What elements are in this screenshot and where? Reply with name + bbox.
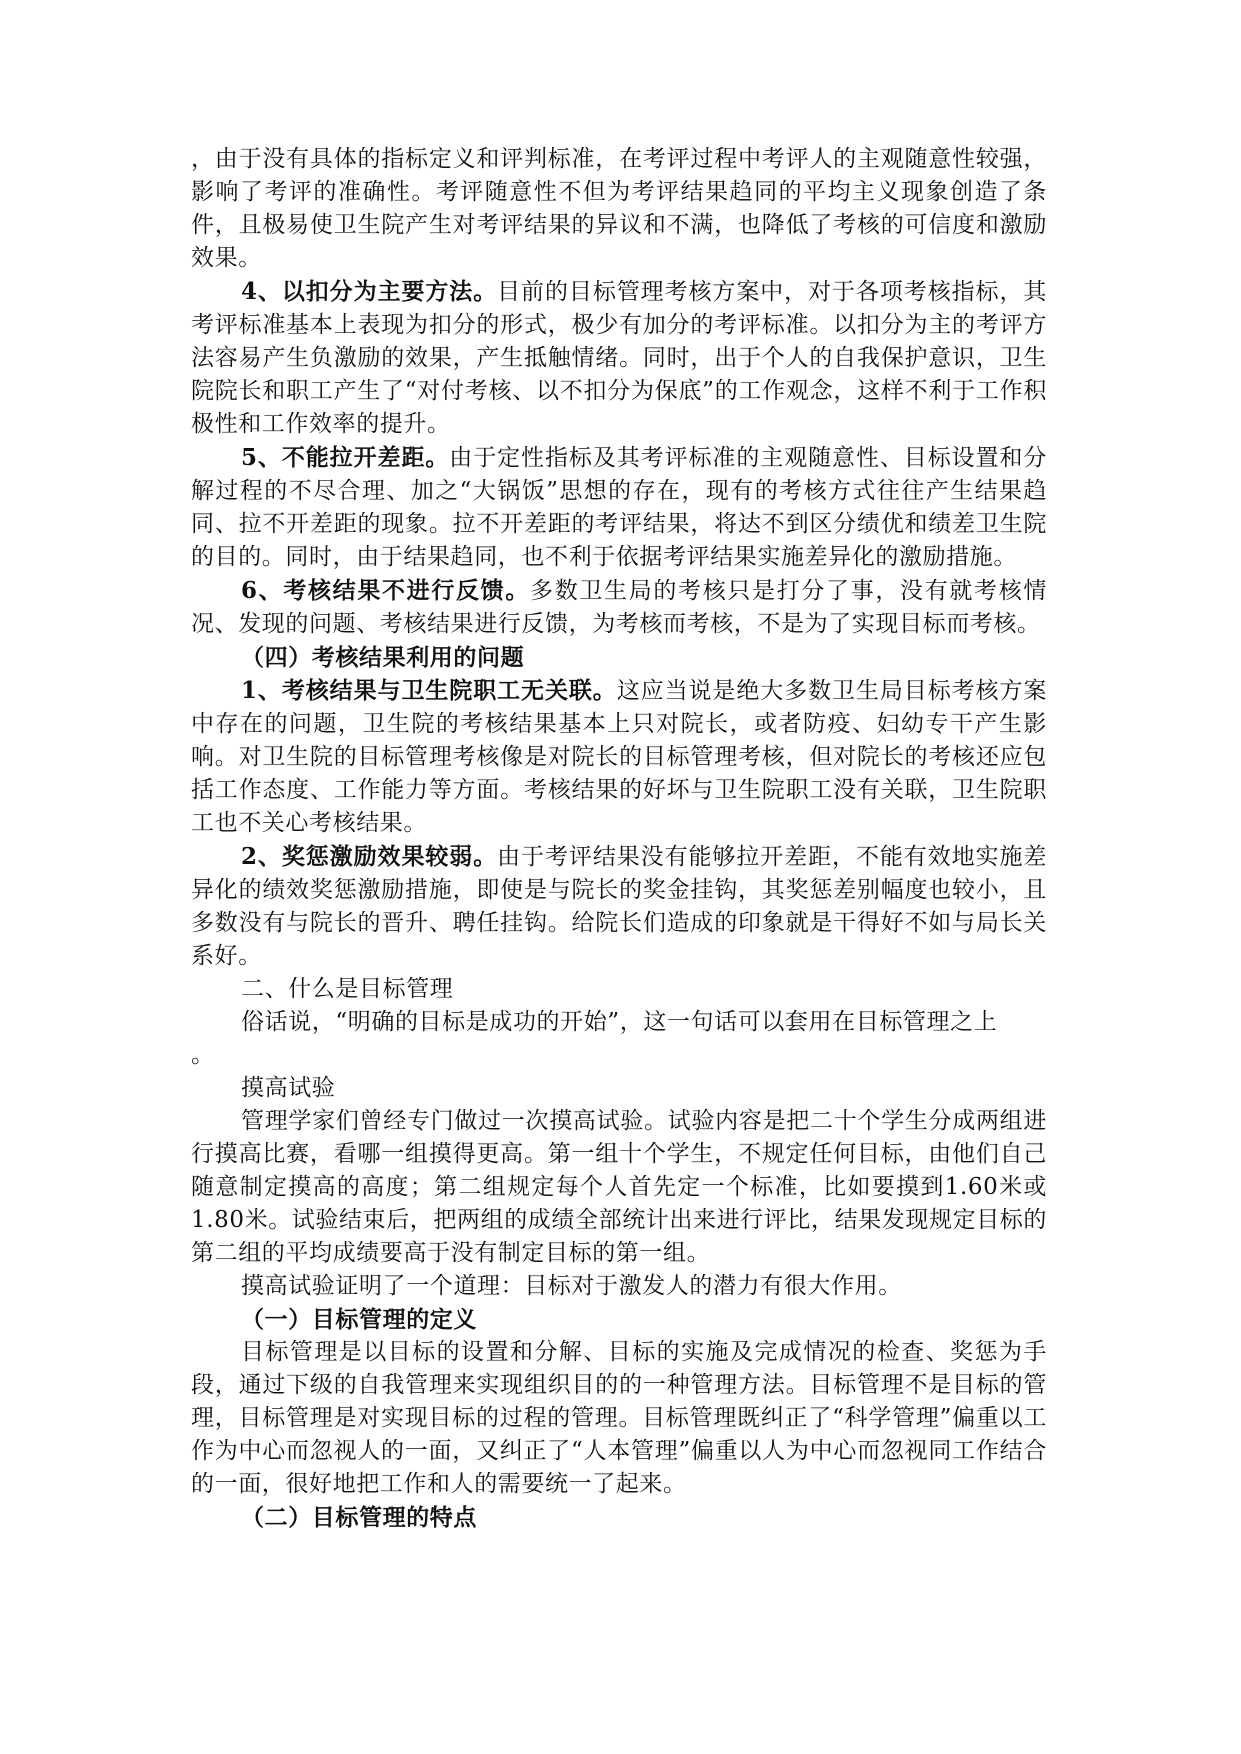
paragraph-text: 多数卫生局的考核只是打分了事，没有就考核情况、发现的问题、考核结果进行反馈，为考核而考核，不是为了实现目标而考核。 — [191, 578, 1047, 637]
paragraph-heading: 1、考核结果与卫生院职工无关联。 — [241, 677, 617, 704]
paragraph-heading: 6、考核结果不进行反馈。 — [241, 577, 531, 604]
section-title-mbo-definition: （一）目标管理的定义 — [241, 1306, 477, 1333]
paragraph-touch-height-experiment: 管理学家们曾经专门做过一次摸高试验。试验内容是把二十个学生分成两组进行摸高比赛，看哪一组摸得更高。第一组十个学生，不规定任何目标，由他们自己随意制定摸高的高度；第二组规定每个人首先定一个标准，比如要摸到1.60米或1.80米。试验结束后，把两组的成绩全部统计出来进行评比，结果发现规定目标的第二组的平均成绩要高于没有制定目标的第一组。 — [191, 1108, 1048, 1266]
paragraph-no-feedback — [191, 574, 1047, 641]
paragraph-text: 由于考评结果没有能够拉开差距，不能有效地实施差异化的绩效奖惩激励措施，即使是与院长的奖金挂钩，其奖惩差别幅度也较小，且多数没有与院长的晋升、聘任挂钩。给院长们造成的印象就是干得好不如与局长关系好。 — [191, 844, 1047, 969]
paragraph-text: ，由于没有具体的指标定义和评判标准，在考评过程中考评人的主观随意性较强，影响了考评的准确性。考评随意性不但为考评结果趋同的平均主义现象创造了条件，且极易使卫生院产生对考评结果的异议和不满，也降低了考核的可信度和激励效果。 — [191, 146, 1047, 271]
document-page — [191, 143, 1047, 1534]
paragraph-heading: 5、不能拉开差距。 — [241, 444, 450, 471]
paragraph-experiment-conclusion: 摸高试验证明了一个道理：目标对于激发人的潜力有很大作用。 — [241, 1273, 902, 1299]
paragraph-heading: 2、奖惩激励效果较弱。 — [241, 843, 498, 870]
paragraph-text: 目前的目标管理考核方案中，对于各项考核指标，其考评标准基本上表现为扣分的形式，极少有加分的考评标准。以扣分为主的考评方法容易产生负激励的效果，产生抵触情绪。同时，出于个人的自我保护意识，卫生院院长和职工产生了“对付考核、以不扣分为保底”的工作观念，这样不利于工作积极性和工作效率的提升。 — [191, 279, 1047, 437]
paragraph-no-staff-link — [191, 674, 1047, 840]
paragraph-heading: 4、以扣分为主要方法。 — [241, 278, 498, 305]
section-title-result-usage: （四）考核结果利用的问题 — [241, 644, 525, 671]
paragraph-scoring-randomness — [191, 143, 1047, 275]
paragraph-touch-height-title: 摸高试验 — [241, 1075, 336, 1101]
paragraph-deduction-method — [191, 275, 1047, 441]
paragraph-text: 俗话说，“明确的目标是成功的开始”，这一句话可以套用在目标管理之上 — [241, 1009, 998, 1035]
section-title-what-is-mbo: 二、什么是目标管理 — [241, 976, 454, 1002]
paragraph-text: 这应当说是绝大多数卫生局目标考核方案中存在的问题，卫生院的考核结果基本上只对院长，或者防疫、妇幼专干产生影响。对卫生院的目标管理考核像是对院长的目标管理考核，但对院长的考核还应包括工作态度、工作能力等方面。考核结果的好坏与卫生院职工没有关联，卫生院职工也不关心考核结果。 — [191, 678, 1047, 836]
paragraph-weak-incentive — [191, 840, 1047, 973]
paragraph-proverb — [191, 1006, 1047, 1039]
paragraph-mbo-definition: 目标管理是以目标的设置和分解、目标的实施及完成情况的检查、奖惩为手段，通过下级的自我管理来实现组织目的的一种管理方法。目标管理不是目标的管理，目标管理是对实现目标的过程的管理。目标管理既纠正了“科学管理”偏重以工作为中心而忽视人的一面，又纠正了“人本管理”偏重以人为中心而忽视同工作结合的一面，很好地把工作和人的需要统一了起来。 — [191, 1339, 1047, 1497]
paragraph-proverb-tail: 。 — [191, 1042, 215, 1068]
paragraph-no-gap — [191, 441, 1047, 574]
section-title-mbo-features: （二）目标管理的特点 — [241, 1504, 477, 1531]
paragraph-text: 由于定性指标及其考评标准的主观随意性、目标设置和分解过程的不尽合理、加之“大锅饭”思想的存在，现有的考核方式往往产生结果趋同、拉不开差距的现象。拉不开差距的考评结果，将达不到区分绩优和绩差卫生院的目的。同时，由于结果趋同，也不利于依据考评结果实施差异化的激励措施。 — [191, 445, 1048, 570]
